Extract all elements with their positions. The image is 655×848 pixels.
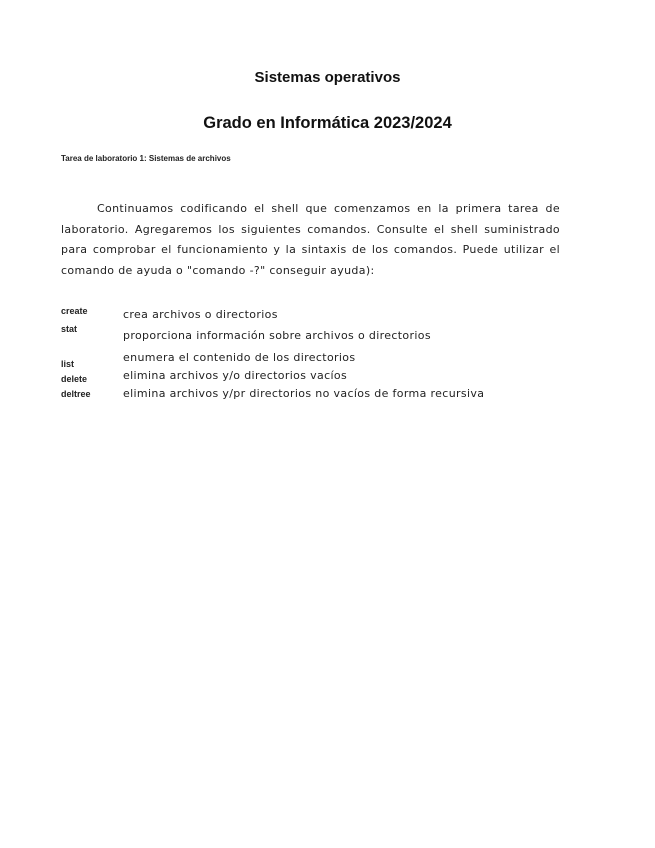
assignment-title: Tarea de laboratorio 1: Sistemas de archivos [61, 154, 231, 163]
command-name-list: list [61, 359, 75, 369]
command-desc-deltree: elimina archivos y/pr directorios no vacíos de forma recursiva [123, 387, 485, 400]
course-title: Sistemas operativos [254, 69, 401, 86]
command-name-create: create [61, 306, 88, 316]
command-desc-delete: elimina archivos y/o directorios vacíos [123, 369, 348, 382]
command-desc-list: enumera el contenido de los directorios [123, 351, 356, 364]
command-name-deltree: deltree [61, 389, 91, 399]
intro-paragraph: Continuamos codificando el shell que comenzamos en la primera tarea de laboratorio. Agregaremos los siguientes comandos. Consulte el shell suministrado para comprobar el funcionamiento y la sintaxis de los comandos. Puede utilizar el comando de ayuda o "comando -?" conseguir ayuda): [61, 202, 560, 277]
degree-title: Grado en Informática 2023/2024 [203, 114, 452, 132]
command-name-stat: stat [61, 324, 78, 334]
command-name-delete: delete [61, 374, 88, 384]
command-desc-create: crea archivos o directorios [123, 308, 278, 321]
command-desc-stat: proporciona información sobre archivos o directorios [123, 329, 431, 342]
